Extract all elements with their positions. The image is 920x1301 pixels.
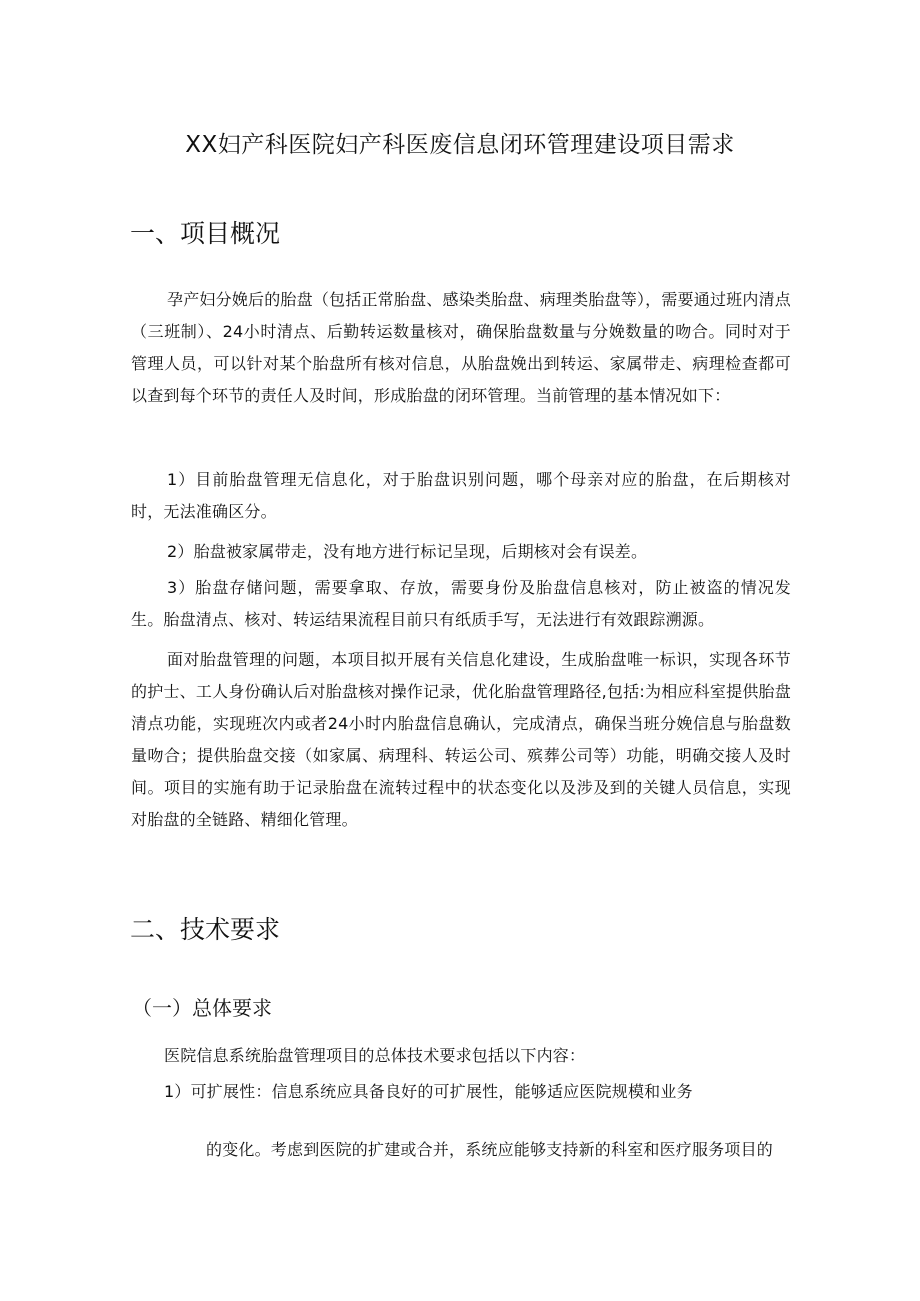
subsection-heading-general: （一）总体要求 [132,996,272,1020]
overview-paragraph-2: 面对胎盘管理的问题，本项目拟开展有关信息化建设，生成胎盘唯一标识，实现各环节的护士、工人身份确认后对胎盘核对操作记录，优化胎盘管理路径,包括:为相应科室提供胎盘清点功能，实现班次内或者24小时内胎盘信息确认，完成清点，确保当班分娩信息与胎盘数量吻合；提供胎盘交接（如家属、病理科、转运公司、殡葬公司等）功能，明确交接人及时间。项目的实施有助于记录胎盘在流转过程中的状态变化以及涉及到的关键人员信息，实现对胎盘的全链路、精细化管理。 [131,650,791,829]
overview-item-2: 2）胎盘被家属带走，没有地方进行标记呈现，后期核对会有误差。 [167,542,648,561]
overview-item-1: 1）目前胎盘管理无信息化，对于胎盘识别问题，哪个母亲对应的胎盘，在后期核对时，无法准确区分。 [131,470,791,521]
general-item-1: 1）可扩展性：信息系统应具备良好的可扩展性，能够适应医院规模和业务 [164,1082,693,1101]
general-intro: 医院信息系统胎盘管理项目的总体技术要求包括以下内容： [164,1046,586,1065]
general-item-1-continued: 的变化。考虑到医院的扩建或合并，系统应能够支持新的科室和医疗服务项目的 [206,1140,774,1159]
document-title: XX妇产科医院妇产科医废信息闭环管理建设项目需求 [185,132,735,158]
overview-paragraph-1: 孕产妇分娩后的胎盘（包括正常胎盘、感染类胎盘、病理类胎盘等），需要通过班内清点（三班制）、24小时清点、后勤转运数量核对，确保胎盘数量与分娩数量的吻合。同时对于管理人员，可以针对某个胎盘所有核对信息，从胎盘娩出到转运、家属带走、病理检查都可以查到每个环节的责任人及时间，形成胎盘的闭环管理。当前管理的基本情况如下： [131,290,791,405]
section-heading-technical: 二、技术要求 [130,915,281,944]
section-heading-overview: 一、项目概况 [130,219,281,248]
overview-item-3: 3）胎盘存储问题，需要拿取、存放，需要身份及胎盘信息核对，防止被盗的情况发生。胎盘清点、核对、转运结果流程目前只有纸质手写，无法进行有效跟踪溯源。 [131,578,791,629]
